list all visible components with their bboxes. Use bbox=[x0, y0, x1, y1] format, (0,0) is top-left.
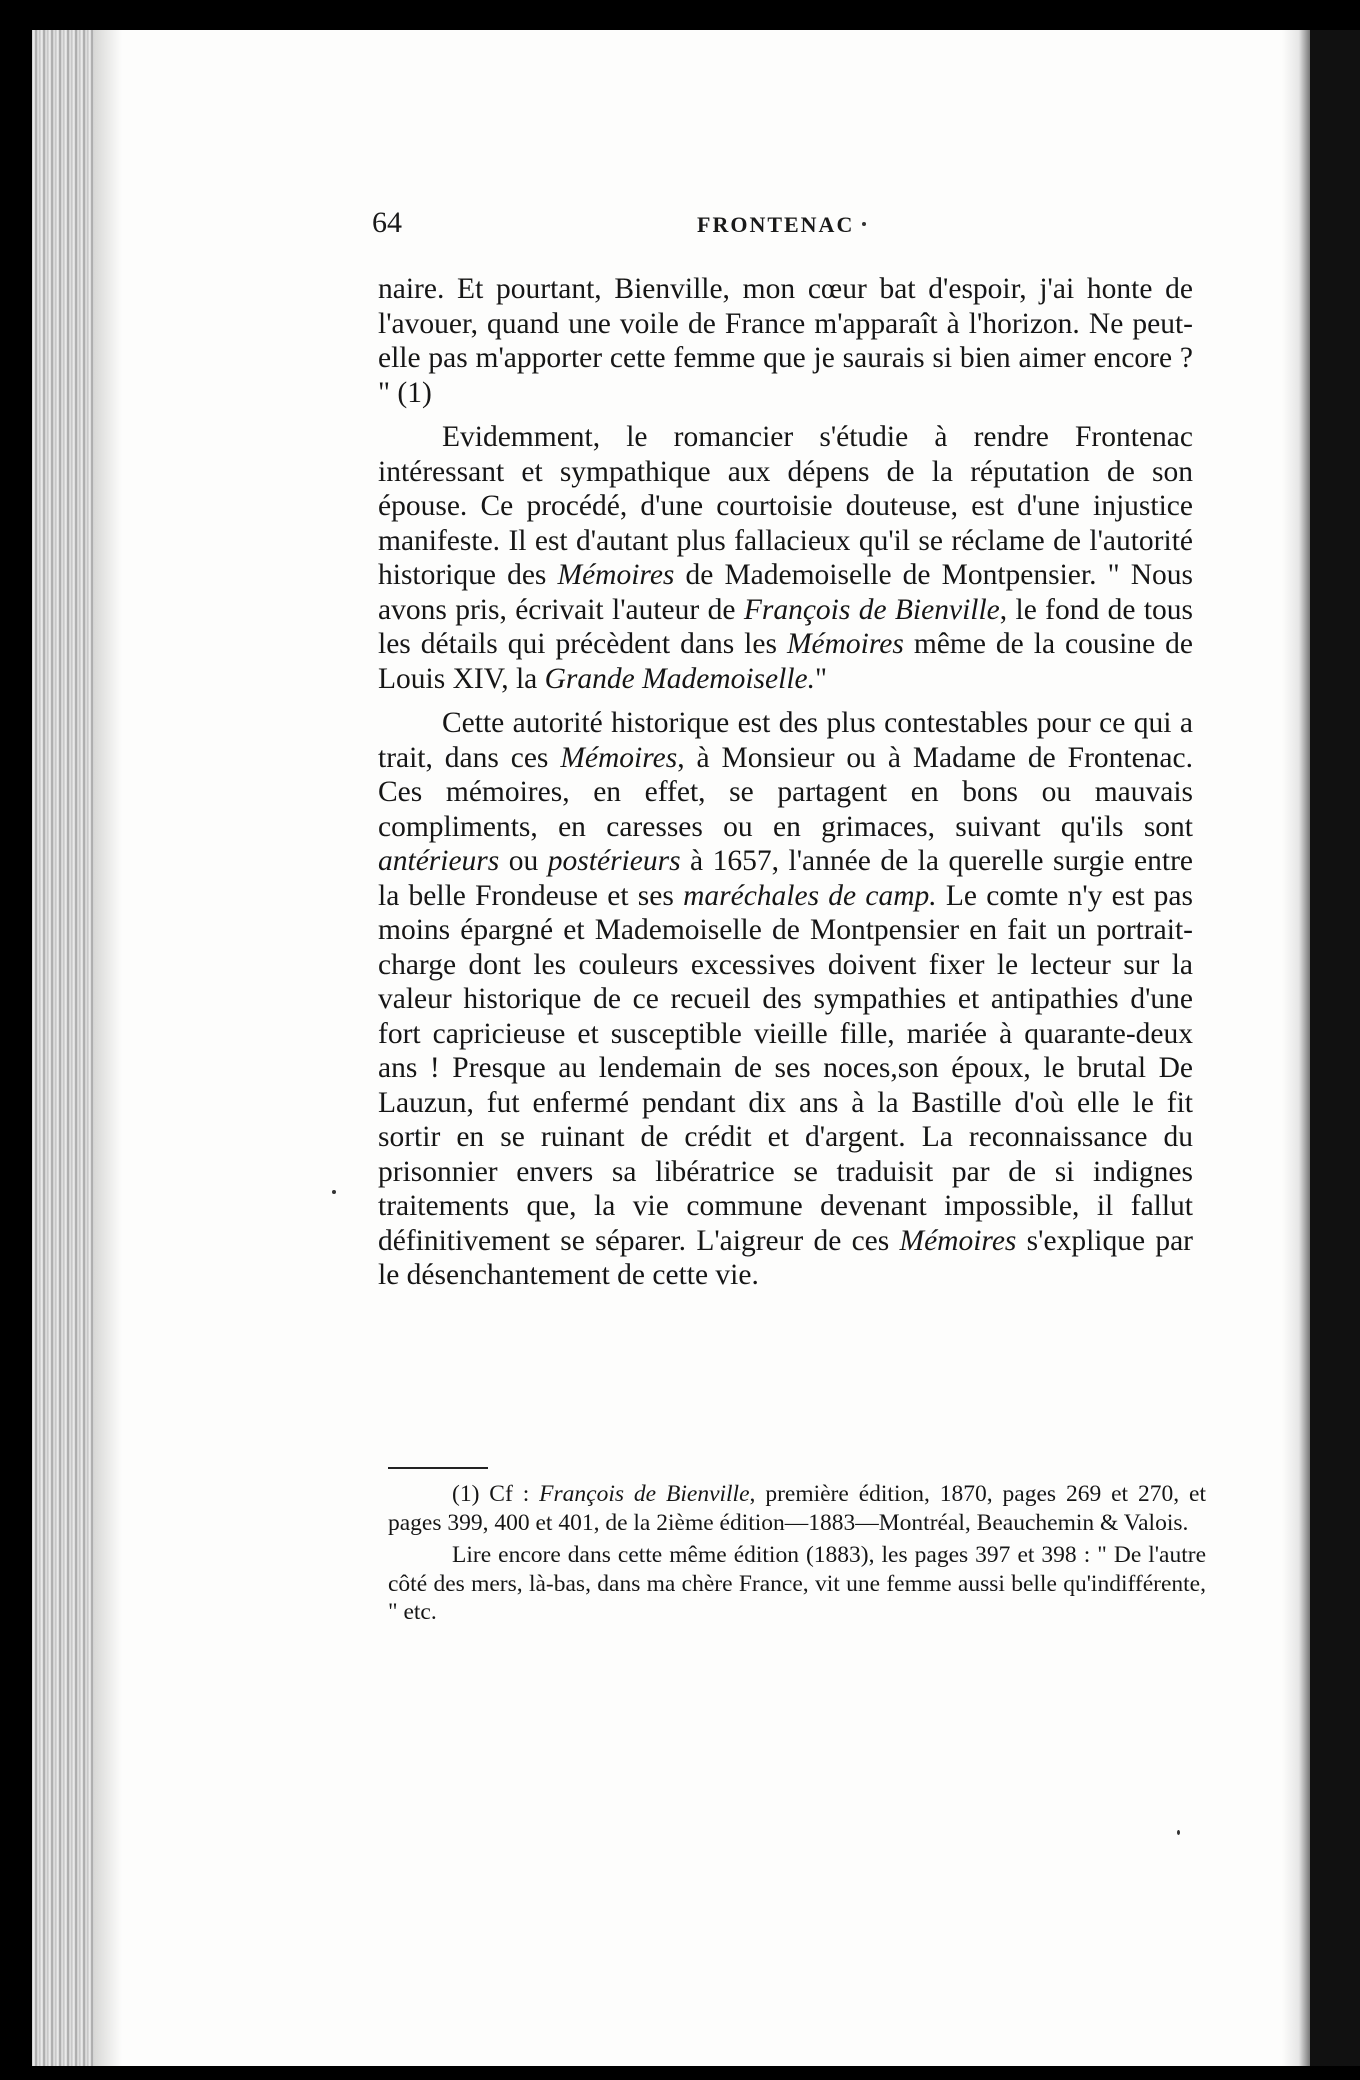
page-stack-edge bbox=[32, 30, 94, 2066]
paragraph: naire. Et pourtant, Bienville, mon cœur bat d'espoir, j'ai honte de l'avouer, quand une voile de France m'apparaît à l'horizon. Ne peut-elle pas m'apporter cette femme que je saurais si bien aimer encore ? " (1) bbox=[378, 273, 1193, 409]
ink-speck bbox=[1177, 1830, 1180, 1835]
gutter-shadow bbox=[94, 30, 122, 2066]
body-text bbox=[378, 272, 1193, 1303]
paragraph: Cette autorité historique est des plus contestables pour ce qui a trait, dans ces Mémoires, à Monsieur ou à Madame de Frontenac. Ces mémoires, en effet, se partagent en bons ou mauvais compliments, en caresses ou en grimaces, suivant qu'ils sont antérieurs ou postérieurs à 1657, l'année de la querelle surgie entre la belle Frondeuse et ses maréchales de camp. Le comte n'y est pas moins épargné et Mademoiselle de Montpensier en fait un portrait-charge dont les couleurs excessives doivent fixer le lecteur sur la valeur historique de ce recueil des sympathies et antipathies d'une fort capricieuse et susceptible vieille fille, mariée à quarante-deux ans ! Presque au lendemain de ses noces,son époux, le brutal De Lauzun, fut enfermé pendant dix ans à la Bastille d'où elle le fit sortir en se ruinant de crédit et d'argent. La reconnaissance du prisonnier envers sa libératrice se traduisit par de si indignes traitements que, la vie commune devenant impossible, il fallut définitivement se séparer. L'aigreur de ces Mémoires s'explique par le désenchantement de cette vie. bbox=[378, 707, 1193, 1291]
ink-speck bbox=[332, 1190, 336, 1194]
page-right-edge bbox=[1282, 30, 1310, 2066]
scan-border bbox=[1310, 30, 1360, 2066]
paragraph: Evidemment, le romancier s'étudie à rendre Frontenac intéressant et sympathique aux dépens de la réputation de son épouse. Ce procédé, d'une courtoisie douteuse, est d'une injustice manifeste. Il est d'autant plus fallacieux qu'il se réclame de l'autorité historique des Mémoires de Mademoiselle de Montpensier. " Nous avons pris, écrivait l'auteur de François de Bienville, le fond de tous les détails qui précèdent dans les Mémoires même de la cousine de Louis XIV, la Grande Mademoiselle." bbox=[378, 421, 1194, 695]
running-title: FRONTENAC bbox=[697, 212, 855, 237]
footnote: (1) Cf : François de Bienville, première édition, 1870, pages 269 et 270, et pages 399, 400 et 401, de la 2ième édition—1883—Montréal, Beauchemin & Valois. bbox=[388, 1481, 1206, 1536]
footnote-continuation: Lire encore dans cette même édition (1883), les pages 397 et 398 : " De l'autre côté des mers, là-bas, dans ma chère France, vit une femme aussi belle qu'indifférente, " etc. bbox=[388, 1542, 1206, 1625]
footnote-rule bbox=[388, 1467, 488, 1469]
page-number: 64 bbox=[372, 206, 402, 239]
footnotes bbox=[388, 1480, 1206, 1631]
running-head bbox=[372, 200, 1202, 240]
